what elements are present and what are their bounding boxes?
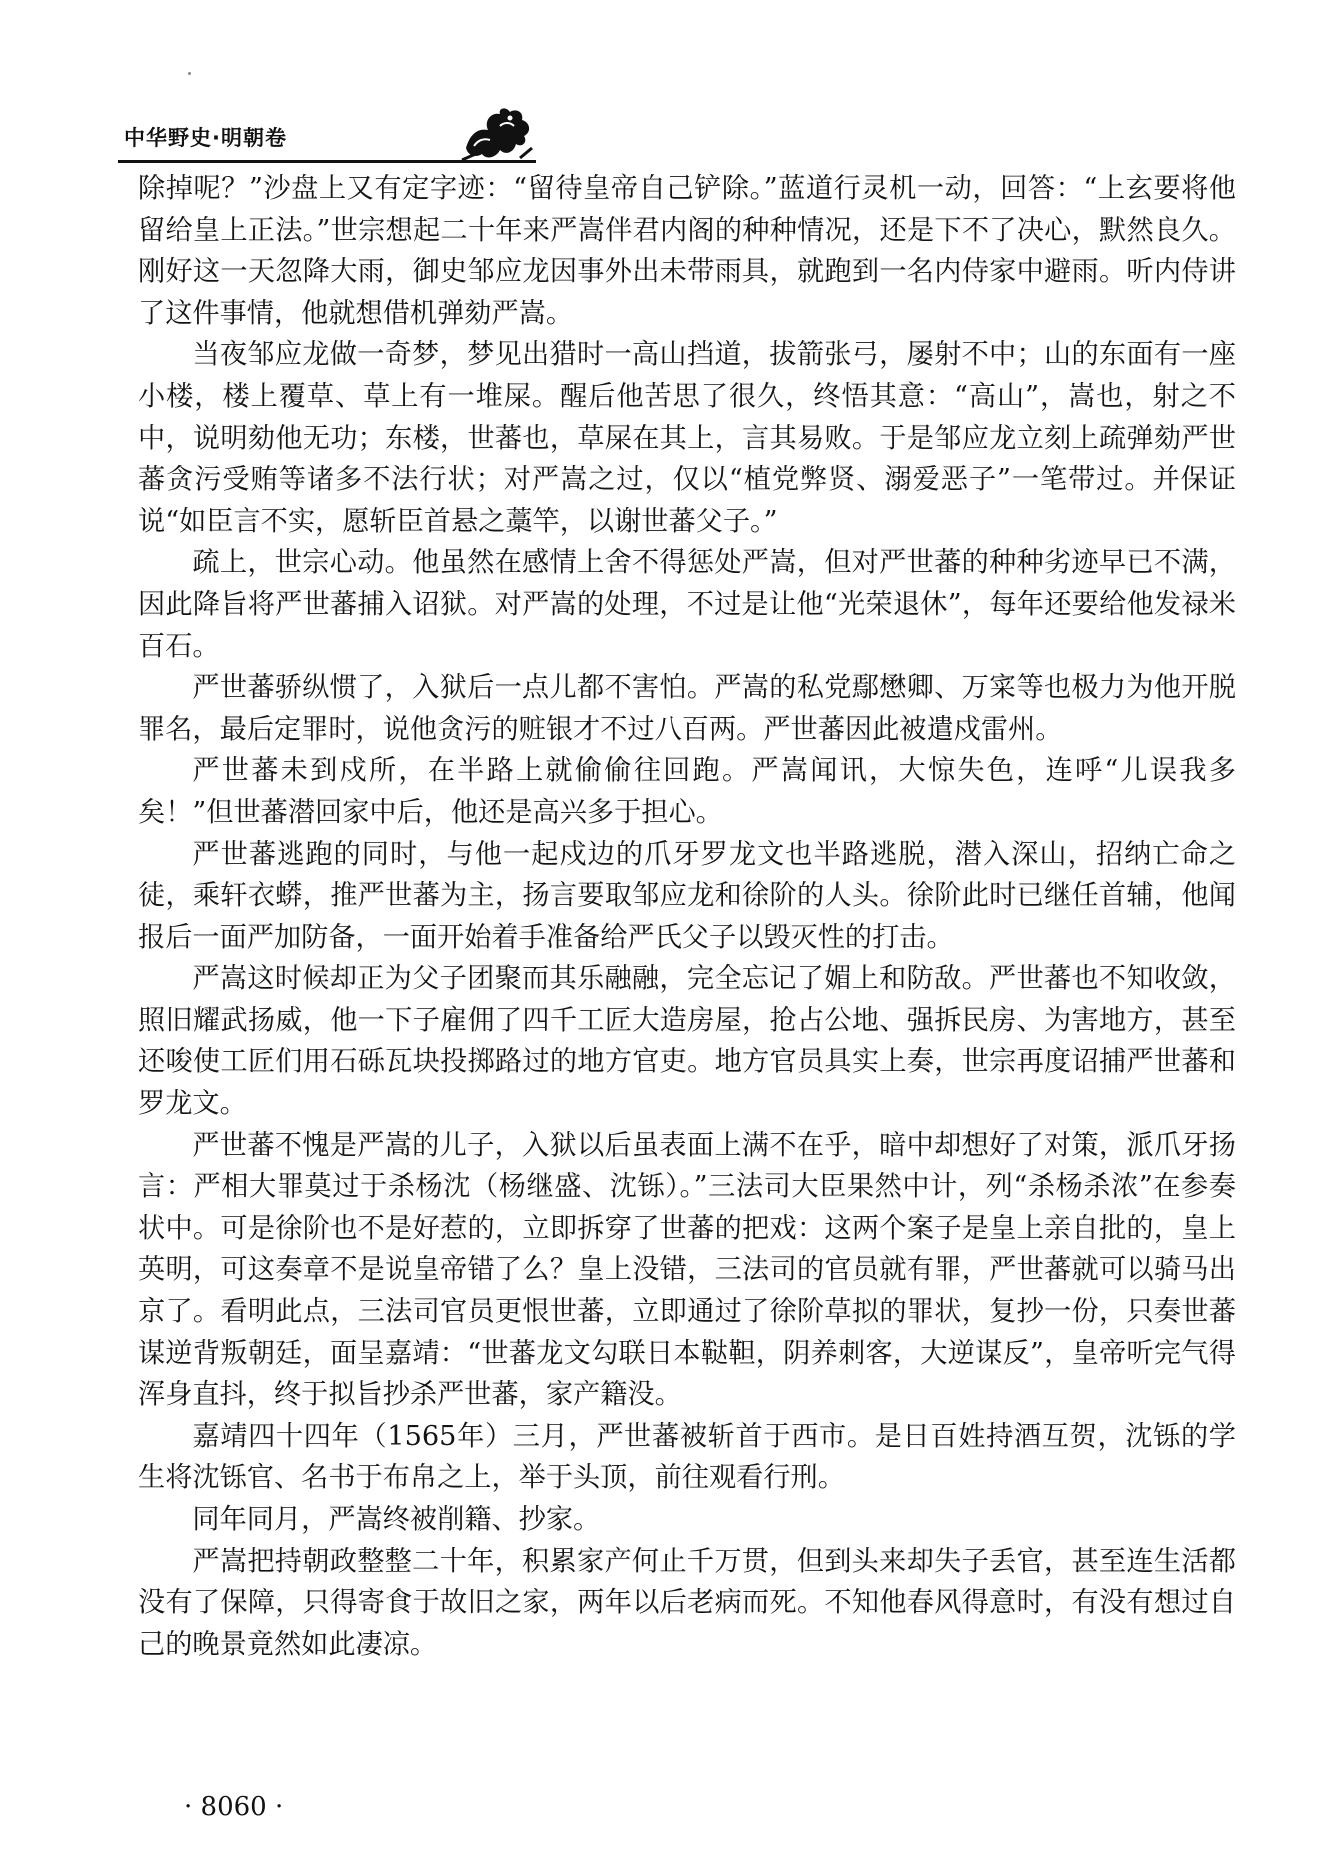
paragraph: 严世蕃不愧是严嵩的儿子，入狱以后虽表面上满不在乎，暗中却想好了对策，派爪牙扬言：严相大罪莫过于杀杨沈（杨继盛、沈铄）。”三法司大臣果然中计，列“杀杨杀浓”在参奏状中。可是徐阶也不是好惹的，立即拆穿了世蕃的把戏：这两个案子是皇上亲自批的，皇上英明，可这奏章不是说皇帝错了么？皇上没错，三法司的官员就有罪，严世蕃就可以骑马出京了。看明此点，三法司官员更恨世蕃，立即通过了徐阶草拟的罪状，复抄一份，只奏世蕃谋逆背叛朝廷，面呈嘉靖：“世蕃龙文勾联日本鞑靼，阴养刺客，大逆谋反”，皇帝听完气得浑身直抖，终于拟旨抄杀严世蕃，家产籍没。 xyxy=(138,1129,1236,1411)
paragraph: 嘉靖四十四年（1565年）三月，严世蕃被斩首于西市。是日百姓持酒互贺，沈铄的学生将沈铄官、名书于布帛之上，举于头顶，前往观看行刑。 xyxy=(138,1420,1236,1494)
paragraph: 严世蕃骄纵惯了，入狱后一点儿都不害怕。严嵩的私党鄢懋卿、万寀等也极力为他开脱罪名，最后定罪时，说他贪污的赃银才不过八百两。严世蕃因此被遣戍雷州。 xyxy=(138,672,1236,745)
page-number: · 8060 · xyxy=(184,1792,284,1822)
paragraph: 疏上，世宗心动。他虽然在感情上舍不得惩处严嵩，但对严世蕃的种种劣迹早已不满，因此降旨将严世蕃捕入诏狱。对严嵩的处理，不过是让他“光荣退休”，每年还要给他发禄米百石。 xyxy=(138,547,1236,662)
paragraph: 严世蕃逃跑的同时，与他一起戍边的爪牙罗龙文也半路逃脱，潜入深山，招纳亡命之徒，乘轩衣蟒，推严世蕃为主，扬言要取邹应龙和徐阶的人头。徐阶此时已继任首辅，他闻报后一面严加防备，一面开始着手准备给严氏父子以毁灭性的打击。 xyxy=(138,838,1236,953)
article-body xyxy=(138,168,1236,1665)
book-title: 中华野史·明朝卷 xyxy=(124,126,287,150)
scan-speck xyxy=(188,72,191,75)
running-header xyxy=(118,100,538,166)
paragraph: 同年同月，严嵩终被削籍、抄家。 xyxy=(192,1504,601,1535)
paragraph: 严嵩把持朝政整整二十年，积累家产何止千万贯，但到头来却失子丢官，甚至连生活都没有了保障，只得寄食于故旧之家，两年以后老病而死。不知他春风得意时，有没有想过自己的晚景竟然如此凄凉。 xyxy=(138,1545,1236,1660)
paragraph: 严世蕃未到戍所，在半路上就偷偷往回跑。严嵩闻讯，大惊失色，连呼“儿误我多矣！”但世蕃潜回家中后，他还是高兴多于担心。 xyxy=(138,755,1236,828)
dragon-emblem-icon xyxy=(460,104,534,162)
paragraph-continued: 除掉呢？”沙盘上又有定字迹：“留待皇帝自己铲除。”蓝道行灵机一动，回答：“上玄要将他留给皇上正法。”世宗想起二十年来严嵩伴君内阁的种种情况，还是下不了决心，默然良久。刚好这一天忽降大雨，御史邹应龙因事外出未带雨具，就跑到一名内侍家中避雨。听内侍讲了这件事情，他就想借机弹劾严嵩。 xyxy=(138,173,1236,329)
paragraph: 当夜邹应龙做一奇梦，梦见出猎时一高山挡道，拔箭张弓，屡射不中；山的东面有一座小楼，楼上覆草、草上有一堆屎。醒后他苦思了很久，终悟其意：“高山”，嵩也，射之不中，说明劾他无功；东楼，世蕃也，草屎在其上，言其易败。于是邹应龙立刻上疏弹劾严世蕃贪污受贿等诸多不法行状；对严嵩之过，仅以“植党弊贤、溺爱恶子”一笔带过。并保证说“如臣言不实，愿斩臣首悬之藁竿，以谢世蕃父子。” xyxy=(138,339,1236,537)
paragraph: 严嵩这时候却正为父子团聚而其乐融融，完全忘记了媚上和防敌。严世蕃也不知收敛，照旧耀武扬威，他一下子雇佣了四千工匠大造房屋，抢占公地、强拆民房、为害地方，甚至还唆使工匠们用石砾瓦块投掷路过的地方官吏。地方官员具实上奏，世宗再度诏捕严世蕃和罗龙文。 xyxy=(138,963,1236,1120)
header-rule xyxy=(118,160,536,163)
